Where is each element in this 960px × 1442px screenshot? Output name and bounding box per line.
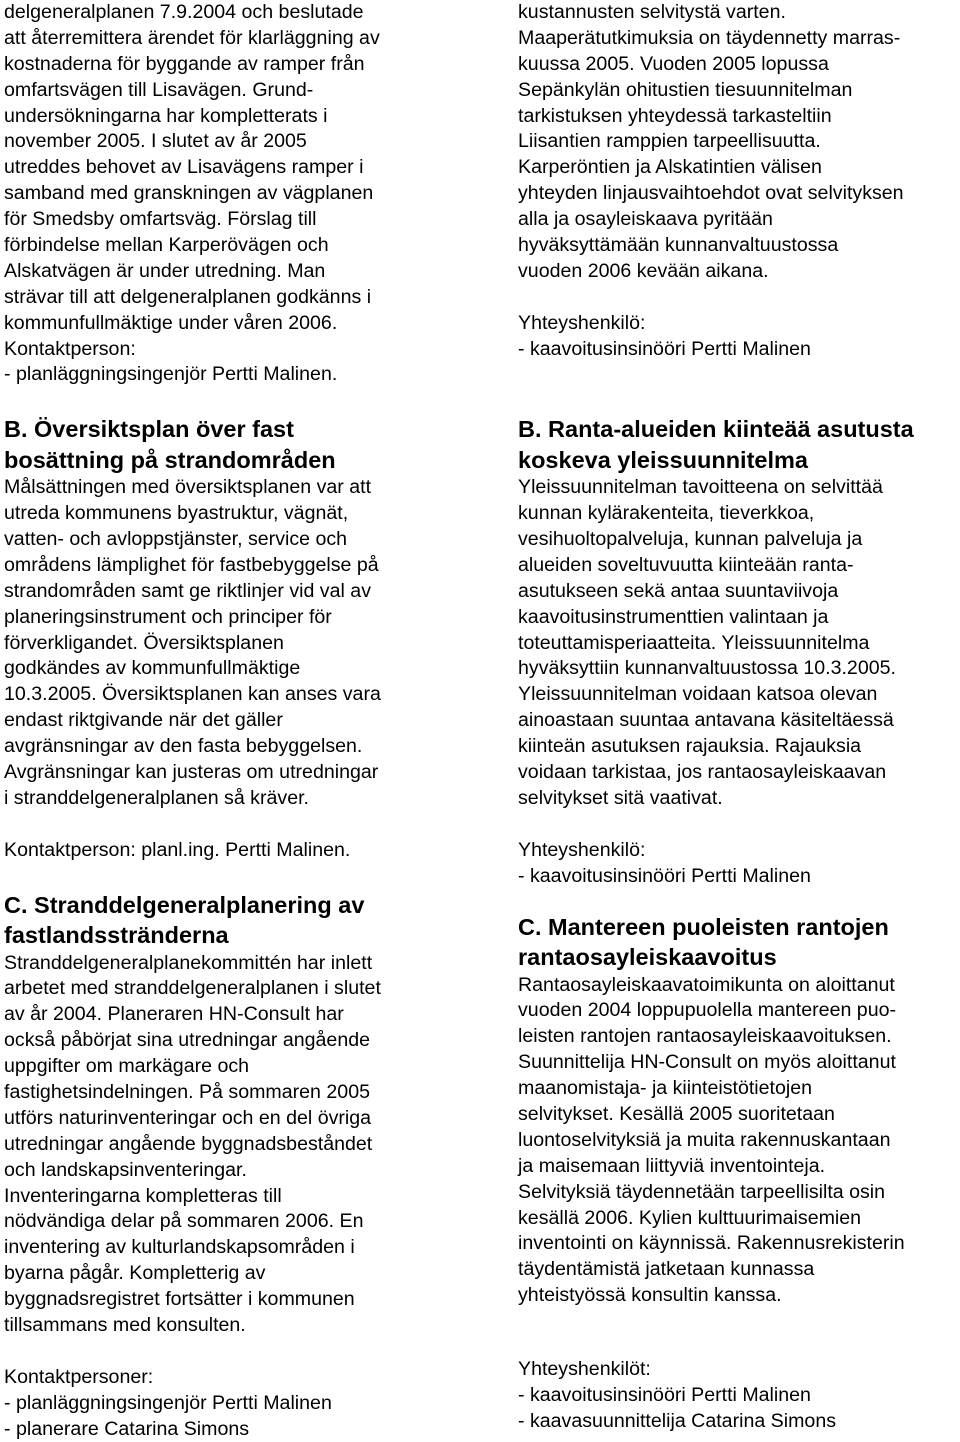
right-column [518,0,960,1435]
spacer [4,864,464,890]
text-line: kuussa 2005. Vuoden 2005 lopussa [518,52,829,75]
section-b-heading [518,414,960,475]
text-line: selvitykset. Kesällä 2005 suoritetaan [518,1102,835,1125]
text-line: byggnadsregistret fortsätter i kommunen [4,1288,355,1311]
contact-label: Yhteyshenkilö: [518,311,646,334]
text-line: förbindelse mellan Karperövägen och [4,234,329,257]
text-line: kostnaderna för byggande av ramper från [4,52,365,75]
text-line: Karperöntien ja Alskatintien välisen [518,156,822,179]
text-line: planeringsinstrument och principer för [4,605,332,628]
contact-person: - planläggningsingenjör Pertti Malinen. [4,363,338,386]
contact-person: - planläggningsingenjör Pertti Malinen [4,1391,332,1414]
spacer [518,285,960,311]
text-line: utreddes behovet av Lisavägens ramper i [4,156,364,179]
text-line: kommunfullmäktige under våren 2006. [4,311,338,334]
contact-label: Kontaktpersoner: [4,1365,154,1388]
spacer [518,1309,960,1335]
section-c-heading [518,912,960,973]
text-line: leisten rantojen rantaosayleiskaavoituksen. [518,1025,892,1048]
text-line: alueiden soveltuvuutta kiinteään ranta- [518,553,854,576]
left-column [4,0,464,1442]
spacer [518,1335,960,1357]
section-b-body [4,475,464,812]
text-line: uppgifter om markägare och [4,1055,250,1078]
text-line: asutukseen sekä antaa suuntaviivoja [518,579,839,602]
section-c-heading [4,890,464,951]
text-line: 10.3.2005. Översiktsplanen kan anses vara [4,683,381,706]
text-line: kaavoitusinstrumenttien valintaan ja [518,605,829,628]
text-line: vuoden 2006 kevään aikana. [518,259,769,282]
text-line: yhteistyössä konsultin kanssa. [518,1284,782,1307]
heading-line: B. Översiktsplan över fast [4,416,294,443]
text-line: vatten- och avloppstjänster, service och [4,528,348,551]
text-line: Selvityksiä täydennetään tarpeellisilta osin [518,1180,886,1203]
heading-line: B. Ranta-alueiden kiinteää asutusta [518,416,914,443]
section-c-contact [4,1365,464,1442]
section-c-body [518,973,960,1310]
contact-person: - kaavoitusinsinööri Pertti Malinen [518,864,811,887]
text-line: alla ja osayleiskaava pyritään [518,208,773,231]
right-intro-contact [518,311,960,363]
text-line: att återremittera ärendet för klarläggning av [4,26,380,49]
text-line: luontoselvityksiä ja muita rakennuskantaan [518,1128,891,1151]
text-line: och landskapsinventeringar. [4,1158,247,1181]
right-intro-paragraph [518,0,960,285]
text-line: strandområden samt ge riktlinjer vid val av [4,579,371,602]
contact-label: Kontaktperson: [4,337,136,360]
section-b-contact [518,838,960,890]
section-b-contact: Kontaktperson: planl.ing. Pertti Malinen. [4,838,351,861]
text-line: byarna pågår. Kompletterig av [4,1262,266,1285]
text-line: undersökningarna har kompletterats i [4,104,328,127]
text-line: voidaan tarkistaa, jos rantaosayleiskaavan [518,761,887,784]
text-line: utredningar angående byggnadsbeståndet [4,1132,373,1155]
text-line: Yleissuunnitelman voidaan katsoa olevan [518,683,878,706]
text-line: endast riktgivande när det gäller [4,709,283,732]
text-line: av år 2004. Planeraren HN-Consult har [4,1003,344,1026]
text-line: selvitykset sitä vaativat. [518,786,723,809]
text-line: hyväksyttämään kunnanvaltuustossa [518,234,839,257]
contact-person: - kaavoitusinsinööri Pertti Malinen [518,337,811,360]
text-line: avgränsningar av den fasta bebyggelsen. [4,735,363,758]
text-line: utförs naturinventeringar och en del övriga [4,1106,372,1129]
text-line: yhteyden linjausvaihtoehdot ovat selvityksen [518,182,904,205]
text-line: samband med granskningen av vägplanen [4,182,374,205]
contact-person: - kaavoitusinsinööri Pertti Malinen [518,1383,811,1406]
text-line: godkändes av kommunfullmäktige [4,657,301,680]
spacer [4,812,464,838]
text-line: Inventeringarna kompletteras till [4,1184,282,1207]
contact-person: - planerare Catarina Simons [4,1417,250,1440]
text-line: ja maisemaan liittyviä inventointeja. [518,1154,826,1177]
text-line: maanomistaja- ja kiinteistötietojen [518,1077,813,1100]
heading-line: bosättning på strandområden [4,446,336,473]
text-line: Yleissuunnitelman tavoitteena on selvittää [518,476,883,499]
section-c-body [4,951,464,1339]
text-line: täydentämistä jatketaan kunnassa [518,1258,815,1281]
text-line: inventering av kulturlandskapsområden i [4,1236,355,1259]
text-line: strävar till att delgeneralplanen godkänns i [4,285,372,308]
text-line: för Smedsby omfartsväg. Förslag till [4,208,317,231]
spacer [518,890,960,912]
text-line: hyväksyttiin kunnanvaltuustossa 10.3.2005. [518,657,896,680]
text-line: förverkligandet. Översiktsplanen [4,631,284,654]
left-intro-paragraph [4,0,464,388]
text-line: kustannusten selvitystä varten. [518,1,786,23]
spacer [518,388,960,414]
text-line: utreda kommunens byastruktur, vägnät, [4,502,349,525]
contact-label: Yhteyshenkilö: [518,838,646,861]
text-line: områdens lämplighet för fastbebyggelse på [4,553,379,576]
section-c-contact [518,1357,960,1435]
text-line: november 2005. I slutet av år 2005 [4,130,307,153]
text-line: vuoden 2004 loppupuolella mantereen puo- [518,999,897,1022]
spacer [518,812,960,838]
text-line: Alskatvägen är under utredning. Man [4,259,326,282]
text-line: omfartsvägen till Lisavägen. Grund- [4,78,314,101]
text-line: inventointi on käynnissä. Rakennusrekisterin [518,1232,905,1255]
text-line: kiinteän asutuksen rajauksia. Rajauksia [518,735,862,758]
section-b-body [518,475,960,812]
text-line: kunnan kylärakenteita, tieverkkoa, [518,502,815,525]
spacer [4,1339,464,1365]
text-line: Liisantien ramppien tarpeellisuutta. [518,130,821,153]
text-line: toteuttamisperiaatteita. Yleissuunnitelma [518,631,870,654]
text-line: fastighetsindelningen. På sommaren 2005 [4,1080,370,1103]
spacer [4,388,464,414]
contact-label: Yhteyshenkilöt: [518,1357,651,1380]
text-line: Maaperätutkimuksia on täydennetty marras- [518,26,901,49]
text-line: vesihuoltopalveluja, kunnan palveluja ja [518,528,863,551]
text-line: Suunnittelija HN-Consult on myös aloittanut [518,1051,896,1074]
heading-line: C. Mantereen puoleisten rantojen [518,913,889,940]
text-line: tillsammans med konsulten. [4,1313,246,1336]
text-line: delgeneralplanen 7.9.2004 och beslutade [4,1,364,23]
heading-line: fastlandsstränderna [4,922,229,948]
spacer [518,362,960,388]
heading-line: rantaosayleiskaavoitus [518,944,777,970]
text-line: Avgränsningar kan justeras om utredningar [4,761,379,784]
contact-person: - kaavasuunnittelija Catarina Simons [518,1409,837,1432]
text-line: Målsättningen med översiktsplanen var att [4,476,372,499]
heading-line: C. Stranddelgeneralplanering av [4,891,365,918]
text-line: arbetet med stranddelgeneralplanen i slutet [4,977,381,1000]
text-line: kesällä 2006. Kylien kulttuurimaisemien [518,1206,862,1229]
text-line: Rantaosayleiskaavatoimikunta on aloittanut [518,973,895,996]
text-line: ainoastaan suuntaa antavana käsiteltäessä [518,709,894,732]
section-b-heading [4,414,464,475]
text-line: också påbörjat sina utredningar angående [4,1029,371,1052]
heading-line: koskeva yleissuunnitelma [518,446,808,473]
text-line: nödvändiga delar på sommaren 2006. En [4,1210,364,1233]
text-line: Sepänkylän ohitustien tiesuunnitelman [518,78,853,101]
text-line: tarkistuksen yhteydessä tarkasteltiin [518,104,832,127]
text-line: i stranddelgeneralplanen så kräver. [4,786,309,809]
text-line: Stranddelgeneralplanekommittén har inlett [4,951,373,974]
